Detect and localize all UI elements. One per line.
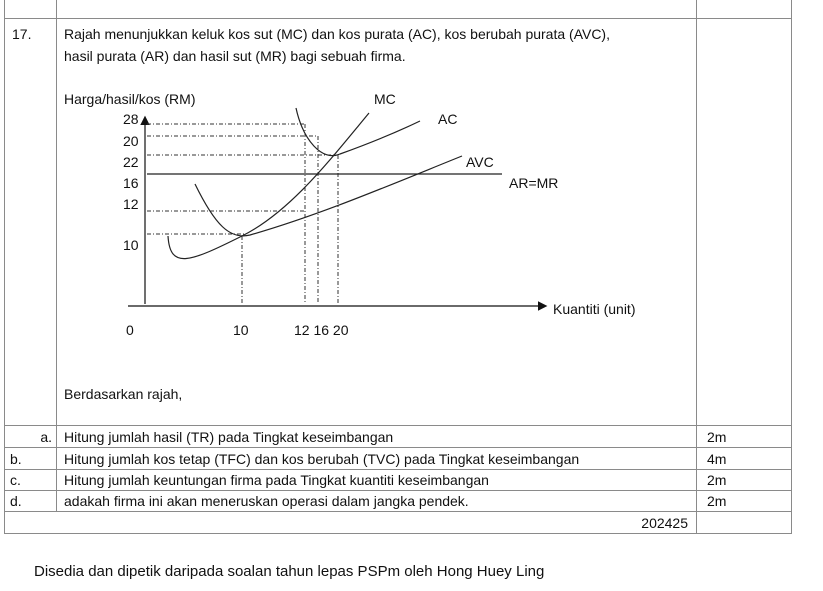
- part-marks-b: 4m: [707, 451, 727, 467]
- y-tick-label-28: 28: [123, 111, 139, 127]
- footer-credit: Disedia dan dipetik daripada soalan tahun lepas PSPm oleh Hong Huey Ling: [34, 563, 545, 580]
- part-label-c: c.: [10, 472, 21, 488]
- y-tick-label-16: 16: [123, 175, 139, 191]
- part-label-b: b.: [10, 451, 22, 467]
- avc-curve: [195, 156, 462, 236]
- x-tick-label-10: 10: [233, 322, 249, 338]
- y-tick-label-20: 20: [123, 133, 139, 149]
- question-number: 17.: [12, 26, 32, 42]
- question-text-line1: Rajah menunjukkan keluk kos sut (MC) dan kos purata (AC), kos berubah purata (AVC),: [64, 26, 610, 42]
- curve-label-ac: AC: [438, 111, 458, 127]
- curve-label-avc: AVC: [466, 154, 494, 170]
- question-code: 202425: [641, 515, 688, 531]
- y-axis-label: Harga/hasil/kos (RM): [64, 91, 196, 107]
- part-text-d: adakah firma ini akan meneruskan operasi dalam jangka pendek.: [64, 493, 469, 509]
- part-label-d: d.: [10, 493, 22, 509]
- x-axis-label: Kuantiti (unit): [553, 301, 636, 317]
- mc-curve: [168, 113, 369, 259]
- y-tick-label-10: 10: [123, 237, 139, 253]
- part-marks-a: 2m: [707, 429, 727, 445]
- x-tick-label-0: 0: [126, 322, 134, 338]
- part-text-a: Hitung jumlah hasil (TR) pada Tingkat keseimbangan: [64, 429, 394, 445]
- prompt-text: Berdasarkan rajah,: [64, 386, 183, 402]
- part-text-c: Hitung jumlah keuntungan firma pada Tingkat kuantiti keseimbangan: [64, 472, 489, 488]
- curve-label-mc: MC: [374, 91, 396, 107]
- part-marks-c: 2m: [707, 472, 727, 488]
- curve-label-ar-mr: AR=MR: [509, 175, 559, 191]
- y-tick-label-22: 22: [123, 154, 139, 170]
- ac-curve: [296, 108, 420, 156]
- question-text-line2: hasil purata (AR) dan hasil sut (MR) bagi sebuah firma.: [64, 48, 406, 64]
- y-tick-label-12: 12: [123, 196, 139, 212]
- part-label-a: a.: [40, 429, 52, 445]
- part-text-b: Hitung jumlah kos tetap (TFC) dan kos berubah (TVC) pada Tingkat keseimbangan: [64, 451, 580, 467]
- part-marks-d: 2m: [707, 493, 727, 509]
- x-tick-label-12-16-20: 12 16 20: [294, 322, 349, 338]
